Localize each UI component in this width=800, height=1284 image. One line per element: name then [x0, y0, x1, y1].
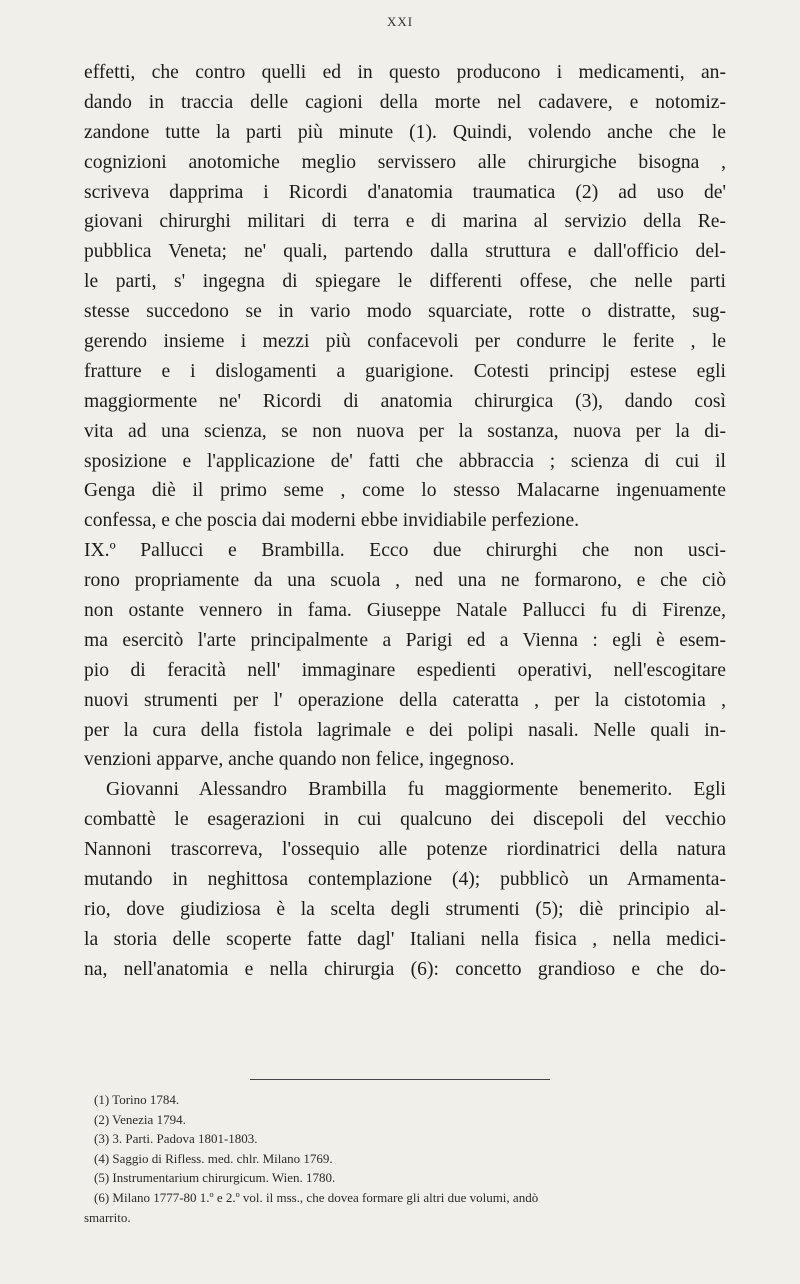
footnote-divider — [250, 1079, 550, 1080]
body-line-3: zandone tutte la parti più minute (1). Quindi, volendo anche che le — [84, 121, 726, 143]
body-line-27: Nannoni trascorreva, l'ossequio alle potenze riordinatrici della natura — [84, 839, 726, 861]
body-line-12: maggiormente ne' Ricordi di anatomia chirurgica (3), dando così — [84, 390, 726, 412]
footnote-6: (6) Milano 1777-80 1.º e 2.º vol. il mss., che dovea formare gli altri due volumi, andò — [94, 1189, 539, 1205]
body-line-8: le parti, s' ingegna di spiegare le differenti offese, che nelle parti — [84, 271, 726, 293]
body-text — [84, 58, 726, 985]
footnote-4: (4) Saggio di Rifless. med. chlr. Milano 1769. — [94, 1150, 333, 1166]
body-line-17: IX.º Pallucci e Brambilla. Ecco due chirurghi che non usci- — [84, 540, 726, 562]
body-line-21: pio di feracità nell' immaginare espedienti operativi, nell'escogitare — [84, 659, 726, 681]
body-line-7: pubblica Veneta; ne' quali, partendo dalla struttura e dall'officio del- — [84, 241, 726, 263]
footnote-6-continued: smarrito. — [84, 1209, 131, 1225]
footnotes — [84, 1090, 726, 1227]
body-line-18: rono propriamente da una scuola , ned una ne formarono, e che ciò — [84, 570, 726, 592]
body-line-13: vita ad una scienza, se non nuova per la sostanza, nuova per la di- — [84, 420, 726, 442]
body-line-20: ma esercitò l'arte principalmente a Parigi ed a Vienna : egli è esem- — [84, 629, 726, 651]
body-line-6: giovani chirurghi militari di terra e di marina al servizio della Re- — [84, 211, 726, 233]
body-line-11: fratture e i dislogamenti a guarigione. Cotesti principj estese egli — [84, 360, 726, 382]
footnote-2: (2) Venezia 1794. — [94, 1111, 186, 1127]
page-folio: XXI — [386, 14, 414, 29]
body-line-24: venzioni apparve, anche quando non felice, ingegnoso. — [84, 749, 515, 771]
footnote-5: (5) Instrumentarium chirurgicum. Wien. 1780. — [94, 1170, 336, 1186]
body-line-16: confessa, e che poscia dai moderni ebbe invidiabile perfezione. — [84, 510, 580, 532]
body-line-9: stesse succedono se in vario modo squarciate, rotte o distratte, sug- — [84, 301, 726, 323]
body-line-10: gerendo insieme i mezzi più confacevoli per condurre le ferite , le — [84, 331, 726, 353]
body-line-28: mutando in neghittosa contemplazione (4); pubblicò un Armamenta- — [84, 869, 726, 891]
footnote-1: (1) Torino 1784. — [94, 1092, 180, 1107]
body-line-30: la storia delle scoperte fatte dagl' Italiani nella fisica , nella medici- — [84, 928, 726, 950]
footnote-3: (3) 3. Parti. Padova 1801-1803. — [94, 1131, 258, 1147]
body-line-2: dando in traccia delle cagioni della morte nel cadavere, e notomiz- — [84, 91, 726, 113]
body-line-15: Genga diè il primo seme , come lo stesso Malacarne ingenuamente — [84, 480, 726, 502]
body-line-29: rio, dove giudiziosa è la scelta degli strumenti (5); diè principio al- — [84, 898, 726, 920]
body-line-4: cognizioni anotomiche meglio servissero alle chirurgiche bisogna , — [84, 151, 726, 173]
body-line-22: nuovi strumenti per l' operazione della cateratta , per la cistotomia , — [84, 689, 726, 711]
body-line-26: combattè le esagerazioni in cui qualcuno dei discepoli del vecchio — [84, 809, 726, 831]
body-line-19: non ostante vennero in fama. Giuseppe Natale Pallucci fu di Firenze, — [84, 600, 726, 622]
body-line-23: per la cura della fistola lagrimale e dei polipi nasali. Nelle quali in- — [84, 719, 726, 741]
body-line-14: sposizione e l'applicazione de' fatti che abbraccia ; scienza di cui il — [84, 450, 726, 472]
body-line-5: scriveva dapprima i Ricordi d'anatomia traumatica (2) ad uso de' — [84, 181, 726, 203]
body-line-1: effetti, che contro quelli ed in questo producono i medicamenti, an- — [84, 62, 726, 83]
body-line-25: Giovanni Alessandro Brambilla fu maggiormente benemerito. Egli — [106, 779, 726, 801]
body-line-31: na, nell'anatomia e nella chirurgia (6): concetto grandioso e che do- — [84, 958, 726, 980]
